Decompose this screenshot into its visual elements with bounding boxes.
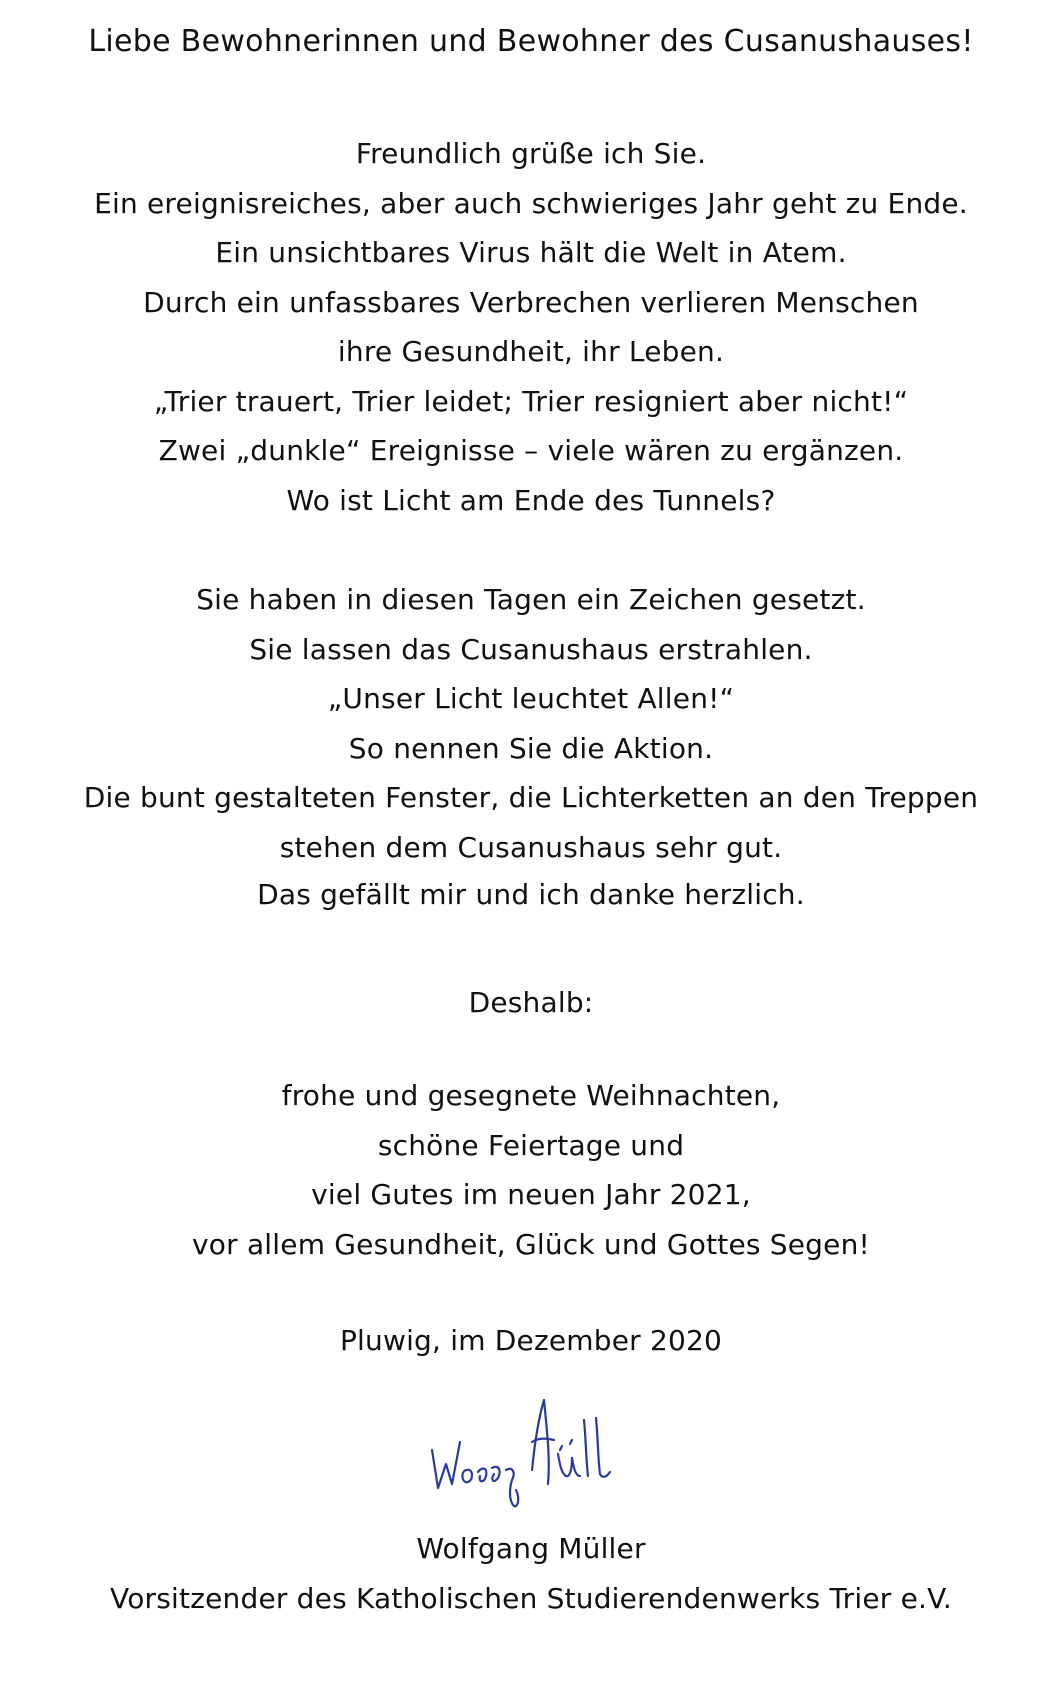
paragraph-wishes	[0, 1071, 1062, 1269]
transition-text	[0, 978, 1062, 1028]
text-line: Sie lassen das Cusanushaus erstrahlen.	[249, 632, 813, 666]
signer-name: Wolfgang Müller	[416, 1532, 646, 1565]
signer-block	[0, 1524, 1062, 1624]
text-line: Wo ist Licht am Ende des Tunnels?	[286, 483, 776, 517]
greeting-heading: Liebe Bewohnerinnen und Bewohner des Cusanushauses!	[88, 24, 974, 59]
paragraph-thanks	[0, 870, 1062, 920]
signer-title: Vorsitzender des Katholischen Studierendenwerks Trier e.V.	[110, 1582, 952, 1615]
text-line: Freundlich grüße ich Sie.	[355, 137, 707, 170]
text-line: viel Gutes im neuen Jahr 2021,	[311, 1178, 751, 1211]
paragraph-situation	[0, 129, 1062, 525]
text-line: Das gefällt mir und ich danke herzlich.	[257, 878, 805, 911]
text-line: stehen dem Cusanushaus sehr gut.	[279, 830, 783, 864]
text-line: Durch ein unfassbares Verbrechen verlieren Menschen	[143, 285, 919, 319]
text-line: Ein ereignisreiches, aber auch schwieriges Jahr geht zu Ende.	[94, 186, 968, 220]
text-line: Deshalb:	[468, 986, 594, 1019]
text-line: So nennen Sie die Aktion.	[348, 731, 714, 765]
text-line: Zwei „dunkle“ Ereignisse – viele wären zu ergänzen.	[158, 434, 904, 467]
text-line: ihre Gesundheit, ihr Leben.	[337, 335, 725, 368]
text-line: vor allem Gesundheit, Glück und Gottes Segen!	[192, 1227, 870, 1261]
text-line: Sie haben in diesen Tagen ein Zeichen gesetzt.	[196, 583, 866, 616]
text-line: „Unser Licht leuchtet Allen!“	[327, 682, 735, 715]
text-line: Pluwig, im Dezember 2020	[339, 1324, 723, 1357]
place-date	[0, 1316, 1062, 1366]
text-line: Die bunt gestalteten Fenster, die Lichterketten an den Treppen	[83, 781, 979, 814]
text-line: Ein unsichtbares Virus hält die Welt in Atem.	[215, 236, 847, 269]
text-line: „Trier trauert, Trier leidet; Trier resigniert aber nicht!“	[153, 384, 909, 418]
handwritten-signature	[420, 1380, 640, 1510]
paragraph-action	[0, 575, 1062, 872]
text-line: frohe und gesegnete Weihnachten,	[281, 1079, 781, 1112]
text-line: schöne Feiertage und	[377, 1128, 685, 1162]
